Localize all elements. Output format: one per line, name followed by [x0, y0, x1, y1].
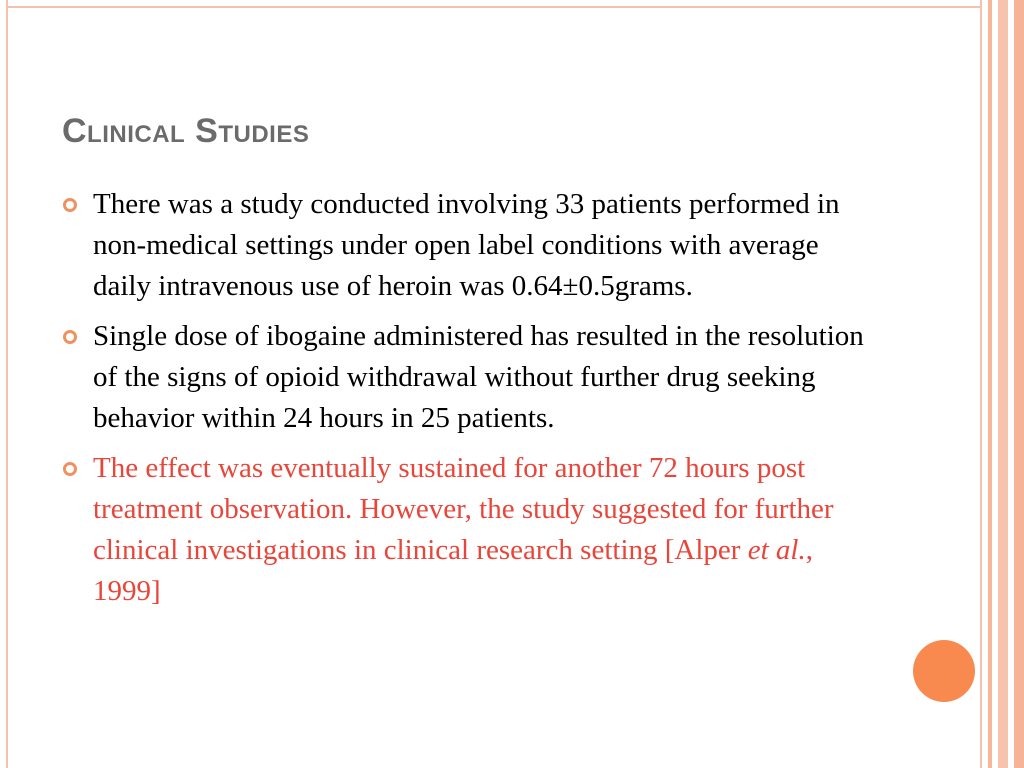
bullet-text: There was a study conducted involving 33 patients performed in non-medical settings under open label conditions with average daily intravenous use of heroin was 0.64±0.5grams.: [93, 188, 840, 302]
right-frame-line: [980, 0, 982, 768]
bullet-text: The effect was eventually sustained for another 72 hours post treatment observation. However, the study suggested for further clinical investigations in clinical research setting [Alper: [93, 452, 834, 566]
bullet-item: [62, 316, 882, 439]
citation-italic: et al.: [747, 534, 806, 566]
bullet-text: Single dose of ibogaine administered has resulted in the resolution of the signs of opioid withdrawal without further drug seeking behavior within 24 hours in 25 patients.: [93, 320, 864, 434]
citation-year: , 1999]: [93, 534, 813, 607]
right-decor-band: [988, 0, 992, 768]
left-frame-line: [6, 0, 8, 768]
top-frame-line: [6, 6, 982, 8]
right-decor-band: [1014, 0, 1024, 768]
right-decor-band: [998, 0, 1008, 768]
slide-title: Clinical Studies: [62, 112, 310, 150]
bullet-item: [62, 184, 882, 307]
bullet-list: [62, 184, 882, 621]
bullet-item-highlight: [62, 448, 882, 612]
decorative-circle: [913, 640, 975, 702]
bullet-circle-icon: [63, 198, 77, 212]
bullet-circle-icon: [63, 462, 77, 476]
bullet-circle-icon: [63, 330, 77, 344]
